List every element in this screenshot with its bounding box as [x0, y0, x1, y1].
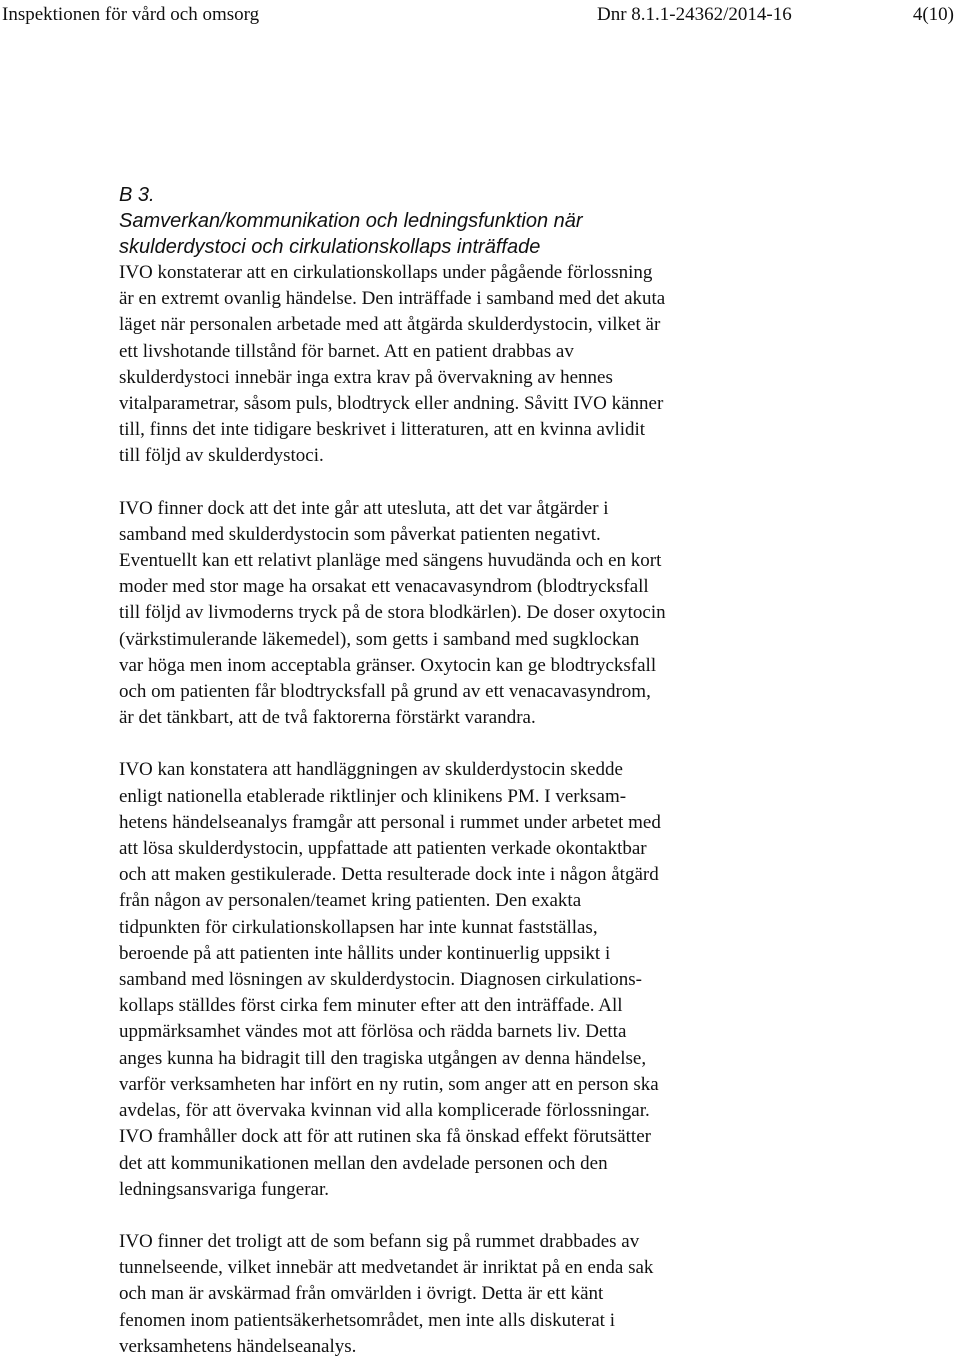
page-number: 4(10) — [912, 4, 954, 25]
section-heading: Samverkan/kommunikation och ledningsfunktion när skulderdystoci och cirkulationskollaps inträffade — [119, 210, 583, 258]
paragraph: IVO finner det troligt att de som befann sig på rummet drabbades av tunnelseende, vilket innebär att medvetandet är inriktat på en enda sak och man är avskärmad från omvärlden i övrigt. Detta är ett känt fenomen inom patientsäkerhetsområdet, men inte alls diskuterat i verksamhetens händelseanalys. — [119, 1230, 654, 1357]
document-body — [119, 182, 949, 1360]
agency-name: Inspektionen för vård och omsorg — [2, 4, 260, 25]
section-code: B 3. — [119, 184, 155, 206]
paragraph: IVO finner dock att det inte går att utesluta, att det var åtgärder i samband med skulderdystocin som påverkat patienten negativt. Eventuellt kan ett relativt planläge med sängens huvudända och en kort moder med stor mage ha orsakat ett venacavasyndrom (blodtrycksfall till följd av livmoderns tryck på de stora blodkärlen). De doser oxytocin (värkstimulerande läkemedel), som getts i samband med sugklockan var höga men inom acceptabla gränser. Oxytocin kan ge blodtrycksfall och om patienten får blodtrycksfall på grund av ett venacavasyndrom, är det tänkbart, att de två faktorerna förstärkt varandra. — [119, 497, 666, 729]
document-number: Dnr 8.1.1-24362/2014-16 — [597, 4, 792, 25]
paragraph: IVO kan konstatera att handläggningen av skulderdystocin skedde enligt nationella etablerade riktlinjer och klinikens PM. I verksam- hetens händelseanalys framgår att personal i rummet under arbetet med att lösa skulderdystocin, uppfattade att patienten verkade okontaktbar och att maken gestikulerade. Detta resulterade dock inte i någon åtgärd från någon av personalen/teamet kring patienten. Den exakta tidpunkten för cirkulationskollapsen har inte kunnat fastställas, beroende på att patienten inte hållits under kontinuerlig uppsikt i samband med lösningen av skulderdystocin. Diagnosen cirkulations- kollaps ställdes först cirka fem minuter efter att den inträffade. All uppmärksamhet vändes mot att förlösa och rädda barnets liv. Detta anges kunna ha bidragit till den tragiska utgången av denna händelse, varför verksamheten har infört en ny rutin, som anger att en person ska avdelas, för att övervaka kvinnan vid alla komplicerade förlossningar. IVO framhåller dock att för att rutinen ska få önskad effekt förutsätter det att kommunikationen mellan den avdelade personen och den ledningsansvariga fungerar. — [119, 759, 661, 1200]
page-header — [0, 0, 960, 30]
paragraph: IVO konstaterar att en cirkulationskollaps under pågående förlossning är en extremt ovanlig händelse. Den inträffade i samband med det akuta läget när personalen arbetade med att åtgärda skulderdystocin, vilket är ett livshotande tillstånd för barnet. Att en patient drabbas av skulderdystoci innebär inga extra krav på övervakning av hennes vitalparametrar, såsom puls, blodtryck eller andning. Såvitt IVO känner till, finns det inte tidigare beskrivet i litteraturen, att en kvinna avlidit till följd av skulderdystoci. — [119, 262, 666, 467]
